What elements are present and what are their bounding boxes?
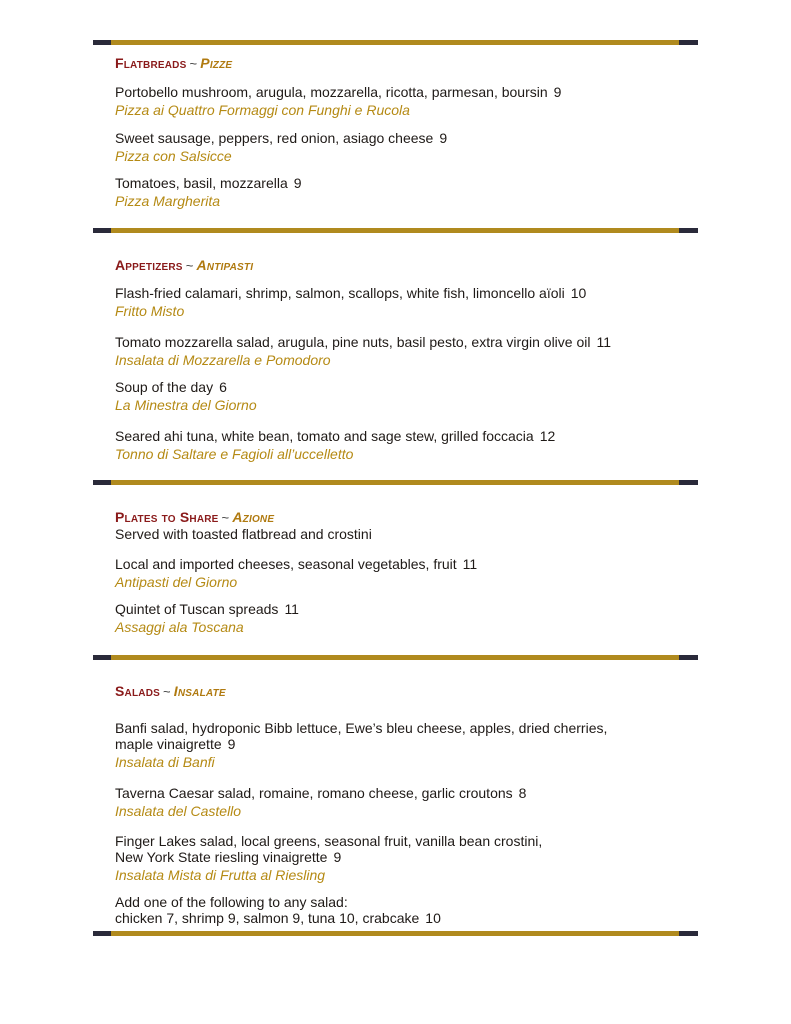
item-price: 9: [439, 130, 448, 146]
item-italian-name: Pizza con Salsicce: [115, 148, 232, 164]
menu-item: [115, 334, 715, 368]
item-italian-name: Insalata di Mozzarella e Pomodoro: [115, 352, 331, 368]
section-subtitle: Served with toasted flatbread and crostini: [115, 526, 372, 542]
section-title-english: Salads: [115, 683, 160, 699]
item-price: 6: [219, 379, 227, 395]
section-title: [115, 54, 715, 72]
salad-add-ons: [115, 894, 715, 926]
section-divider-top: [93, 40, 698, 45]
section-appetizers: [115, 256, 715, 462]
item-price: 11: [596, 334, 612, 350]
section-title-italian: Pizze: [200, 55, 233, 71]
item-description: Sweet sausage, peppers, red onion, asiago cheese 9: [115, 130, 448, 146]
item-italian-name: La Minestra del Giorno: [115, 397, 257, 413]
section-title-italian: Insalate: [173, 683, 226, 699]
item-description: Tomato mozzarella salad, arugula, pine nuts, basil pesto, extra virgin olive oil 11: [115, 334, 612, 350]
menu-item: [115, 285, 715, 319]
item-italian-name: Assaggi ala Toscana: [115, 619, 244, 635]
item-price: 10: [570, 285, 587, 301]
item-price: 11: [284, 601, 299, 617]
item-price: 11: [462, 556, 478, 572]
section-flatbreads: [115, 54, 715, 209]
menu-item: [115, 556, 715, 590]
section-divider: [93, 480, 698, 485]
menu-item: [115, 833, 715, 883]
item-description: Taverna Caesar salad, romaine, romano cheese, garlic croutons 8: [115, 785, 527, 801]
item-italian-name: Antipasti del Giorno: [115, 574, 238, 590]
item-description: Flash-fried calamari, shrimp, salmon, scallops, white fish, limoncello aïoli 10: [115, 285, 587, 301]
menu-item: [115, 130, 715, 164]
item-price: 9: [293, 175, 302, 191]
menu-item: [115, 379, 715, 413]
item-description: Seared ahi tuna, white bean, tomato and sage stew, grilled foccacia 12: [115, 428, 556, 444]
section-title-italian: Azione: [232, 509, 275, 525]
item-price: 12: [539, 428, 556, 444]
section-divider: [93, 228, 698, 233]
item-italian-name: Pizza ai Quattro Formaggi con Funghi e Rucola: [115, 102, 410, 118]
item-description: Portobello mushroom, arugula, mozzarella, ricotta, parmesan, boursin 9: [115, 84, 562, 100]
item-italian-name: Fritto Misto: [115, 303, 185, 319]
item-price: 9: [553, 84, 562, 100]
section-title-english: Flatbreads: [115, 55, 187, 71]
title-separator: ~: [189, 56, 198, 71]
section-title-english: Plates to Share: [115, 509, 219, 525]
item-description: Local and imported cheeses, seasonal vegetables, fruit 11: [115, 556, 478, 572]
item-description: Tomatoes, basil, mozzarella 9: [115, 175, 302, 191]
item-italian-name: Tonno di Saltare e Fagioli all’uccelletto: [115, 446, 354, 462]
section-title-italian: Antipasti: [196, 257, 254, 273]
item-italian-name: Pizza Margherita: [115, 193, 221, 209]
item-description: Banfi salad, hydroponic Bibb lettuce, Ewe’s bleu cheese, apples, dried cherries, maple vinaigrette 9: [115, 720, 608, 752]
item-description: Soup of the day 6: [115, 379, 227, 395]
section-divider-bottom: [93, 931, 698, 936]
menu-item: [115, 84, 715, 118]
title-separator: ~: [221, 510, 230, 525]
item-description: Quintet of Tuscan spreads 11: [115, 601, 299, 617]
menu-item: [115, 601, 715, 635]
menu-item: [115, 785, 715, 819]
item-description: Finger Lakes salad, local greens, seasonal fruit, vanilla bean crostini, New York State riesling vinaigrette 9: [115, 833, 543, 865]
item-italian-name: Insalata del Castello: [115, 803, 242, 819]
item-italian-name: Insalata di Banfi: [115, 754, 215, 770]
menu-item: [115, 175, 715, 209]
item-price: 9: [333, 849, 342, 865]
menu-item: [115, 428, 715, 462]
section-salads: [115, 682, 715, 926]
menu-item: [115, 720, 715, 770]
title-separator: ~: [162, 684, 171, 699]
section-title: [115, 682, 715, 700]
section-plates-to-share: [115, 508, 715, 635]
item-description: Add one of the following to any salad: chicken 7, shrimp 9, salmon 9, tuna 10, crabcake 10: [115, 894, 441, 926]
section-divider: [93, 655, 698, 660]
item-price: 8: [518, 785, 527, 801]
title-separator: ~: [185, 258, 194, 273]
section-title: [115, 508, 715, 526]
item-price: 10: [425, 910, 441, 926]
item-italian-name: Insalata Mista di Frutta al Riesling: [115, 867, 326, 883]
section-title: [115, 256, 715, 274]
section-title-english: Appetizers: [115, 257, 183, 273]
item-price: 9: [227, 736, 236, 752]
